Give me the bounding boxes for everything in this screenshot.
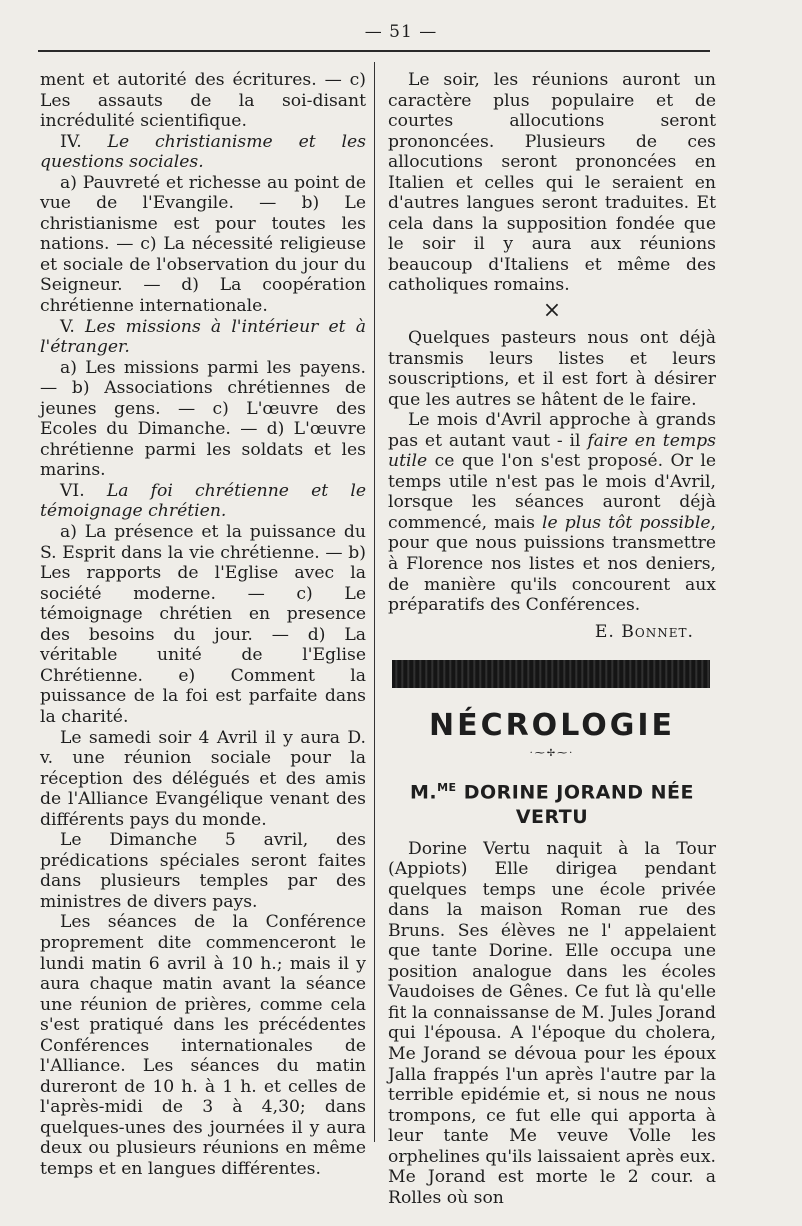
obituary-text: Dorine Vertu naquit à la Tour (Appiots) Elle dirigea pendant quelques temps une école privée dans la maison Roman rue des Bruns. Ses élèves ne l' appelaient que tante Dorine. Elle occupa une position analogue dans les écoles Vaudoises de Gênes. Ce fut là qu'elle fit la connaissanse de M. Jules Jorand qui l'épousa. A l'époque du cholera, Me Jorand se dévoua pour les époux Jalla frappés l'un après l'autre par la terrible epidémie et, si nous ne nous trompons, ce fut elle qui apporta à leur tante Me veuve Volle les orphelines qu'ils laissaient après eux. Me Jorand est morte le 2 cour. a Rolles où son <box>388 838 716 1208</box>
separator-cross: × <box>542 298 562 324</box>
paragraph: a) Pauvreté et richesse au point de vue de l'Evangile. — b) Le christianisme est pour toutes les nations. — c) La nécessité religieuse et sociale de l'observation du jour du Seigneur. — d) La coopération chrétienne internationale. <box>40 172 366 317</box>
author-signature: E. Bonnet. <box>594 621 694 642</box>
obituary-title: M.$^{ME}$ DORINE JORAND NÉE VERTU <box>409 781 695 828</box>
ornament: ·⁓✢⁓· <box>529 748 575 760</box>
paragraph: a) Les missions parmi les payens. — b) Associations chrétiennes de jeunes gens. — c) L'œuvre des Ecoles du Dimanche. — d) L'œuvre chrétienne parmi les soldats et les marins. <box>40 357 366 481</box>
left-column <box>40 70 366 1180</box>
section-heading-v: V. Les missions à l'intérieur et à l'étranger. <box>40 316 366 358</box>
paragraph: Le Dimanche 5 avril, des prédications spéciales seront faites dans plusieurs temples par des ministres de divers pays. <box>40 830 366 912</box>
section-heading-iv: IV. Le christianisme et les questions sociales. <box>40 131 366 173</box>
paragraph: a) La présence et la puissance du S. Esprit dans la vie chrétienne. — b) Les rapports de l'Eglise avec la société moderne. — c) Le témoignage chrétien en presence des besoins du jour. — d) La véritable unité de l'Eglise Chrétienne. e) Comment la puissance de la foi est parfaite dans la charité. <box>40 522 366 727</box>
paragraph: Le soir, les réunions auront un caractère plus populaire et de courtes allocutions seront prononcées. Plusieurs de ces allocutions seront prononcées en Italien et celles qui le seraient en d'autres langues seront traduites. Et cela dans la supposition fondée que le soir il y aura aux réunions beaucoup d'Italiens et même des catholiques romains. <box>388 70 716 296</box>
paragraph: Le mois d'Avril approche à grands pas et autant vaut - il faire en temps utile ce que l'on s'est proposé. Or le temps utile n'est pas le mois d'Avril, lorsque les séances auront déjà commencé, mais le plus tôt possible, pour que nous puissions transmettre à Florence nos listes et nos deniers, de manière qu'ils concourent aux préparatifs des Conférences. <box>388 410 716 616</box>
paragraph: Les séances de la Conférence proprement dite commenceront le lundi matin 6 avril à 10 h.; mais il y aura chaque matin avant la séance une réunion de prières, comme cela s'est pratiqué dans les précédentes Conférences internationales de l'Alliance. Les séances du matin dureront de 10 h. à 1 h. et celles de l'après-midi de 3 à 4,30; dans quelques-unes des journées il y aura deux ou plusieurs réunions en même temps et en langues différentes. <box>40 912 366 1179</box>
paragraph: Le samedi soir 4 Avril il y aura D. v. une réunion sociale pour la réception des délégués et des amis de l'Alliance Evangélique venant des différents pays du monde. <box>40 727 366 830</box>
paragraph: Quelques pasteurs nous ont déjà transmis leurs listes et leurs souscriptions, et il est fort à désirer que les autres se hâtent de le faire. <box>388 328 716 410</box>
right-column <box>388 70 716 1208</box>
column-divider <box>374 62 375 1142</box>
header-rule <box>38 50 710 52</box>
section-heading-vi: VI. La foi chrétienne et le témoignage chrétien. <box>40 480 367 522</box>
section-title: NÉCROLOGIE <box>428 708 676 744</box>
decorative-band <box>392 660 710 688</box>
paragraph: ment et autorité des écritures. — c) Les assauts de la soi-disant incrédulité scientifique. <box>40 70 366 132</box>
page-number: — 51 — <box>364 22 438 42</box>
